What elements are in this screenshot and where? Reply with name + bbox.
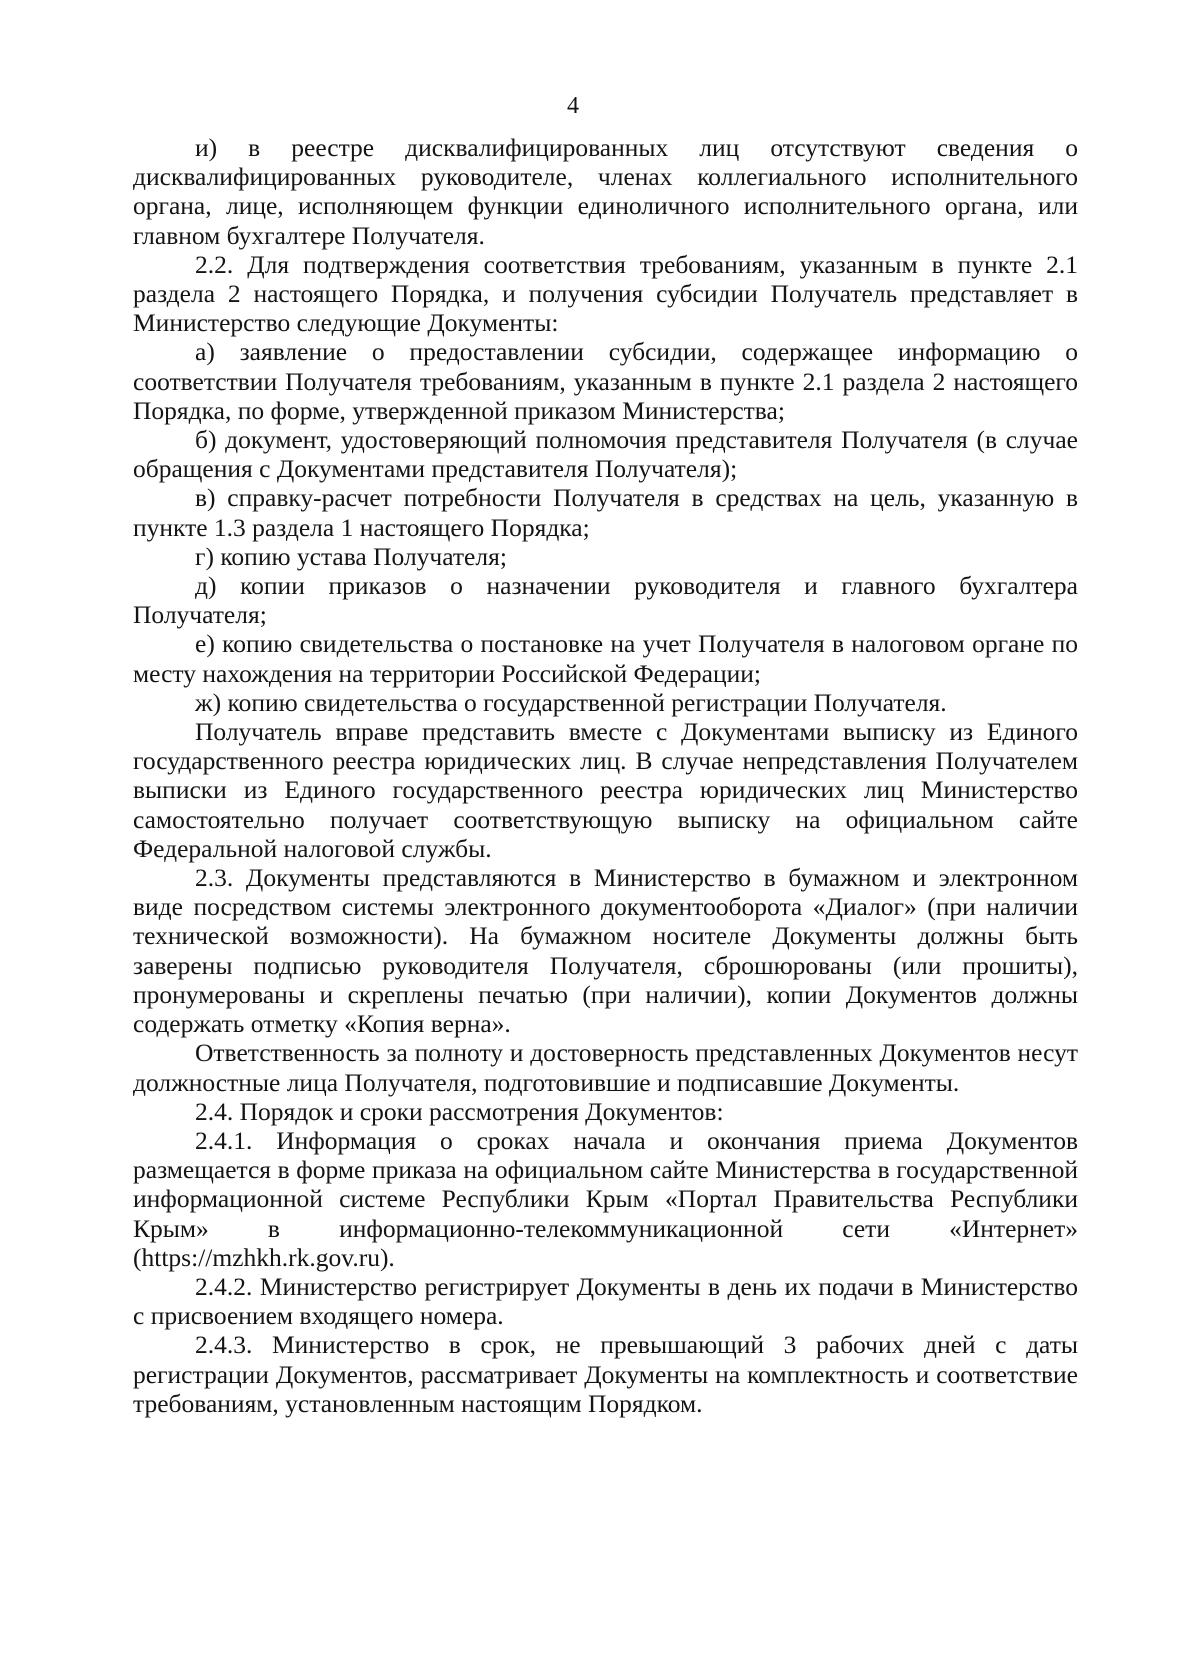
paragraph-2-2: 2.2. Для подтверждения соответствия требованиям, указанным в пункте 2.1 раздела 2 настоящего Порядка, и получения субсидии Получатель представляет в Министерство следующие Документы: <box>133 249 1078 338</box>
list-item-g: г) копию устава Получателя; <box>195 541 507 571</box>
paragraph-2-3: 2.3. Документы представляются в Министерство в бумажном и электронном виде посредством системы электронного документооборота «Диалог» (при наличии технической возможности). На бумажном носителе Документы должны быть заверены подписью руководителя Получателя, сброшюрованы (или прошиты), пронумерованы и скреплены печатью (при наличии), копии Документов должны содержать отметку «Копия верна». <box>133 863 1078 1039</box>
paragraph-2-4-3: 2.4.3. Министерство в срок, не превышающий 3 рабочих дней с даты регистрации Документов, рассматривает Документы на комплектность и соответствие требованиям, установленным настоящим Порядком. <box>133 1330 1078 1418</box>
paragraph-2-4-2: 2.4.2. Министерство регистрирует Документы в день их подачи в Министерство с присвоением входящего номера. <box>133 1271 1078 1331</box>
paragraph-2-4-1: 2.4.1. Информация о сроках начала и окончания приема Документов размещается в форме приказа на официальном сайте Министерства в государственной информационной системе Республики Крым «Портал Правительства Республики Крым» в информационно-телекоммуникационной сети «Интернет» (https://mzhkh.rk.gov.ru). <box>133 1125 1078 1272</box>
list-item-a: а) заявление о предоставлении субсидии, содержащее информацию о соответствии Получателя требованиям, указанным в пункте 2.1 раздела 2 настоящего Порядка, по форме, утвержденной приказом Министерства; <box>133 337 1078 425</box>
paragraph-responsibility: Ответственность за полноту и достоверность представленных Документов несут должностные лица Получателя, подготовившие и подписавшие Документы. <box>133 1038 1078 1097</box>
list-item-zh: ж) копию свидетельства о государственной регистрации Получателя. <box>195 687 947 717</box>
list-item-v: в) справку-расчет потребности Получателя в средствах на цель, указанную в пункте 1.3 раздела 1 настоящего Порядка; <box>133 483 1078 542</box>
list-item-b: б) документ, удостоверяющий полномочия представителя Получателя (в случае обращения с Документами представителя Получателя); <box>133 425 1078 484</box>
list-item-d: д) копии приказов о назначении руководителя и главного бухгалтера Получателя; <box>133 571 1078 630</box>
page-number: 4 <box>567 93 579 119</box>
document-body <box>133 133 1078 1418</box>
paragraph-2-4: 2.4. Порядок и сроки рассмотрения Документов: <box>195 1096 724 1126</box>
list-item-e: е) копию свидетельства о постановке на учет Получателя в налоговом органе по месту нахождения на территории Российской Федерации; <box>133 629 1078 688</box>
paragraph-registry-extract: Получатель вправе представить вместе с Документами выписку из Единого государственного реестра юридических лиц. В случае непредставления Получателем выписки из Единого государственного реестра юридических лиц Министерство самостоятельно получает соответствующую выписку на официальном сайте Федеральной налоговой службы. <box>133 717 1078 863</box>
paragraph-i-disqualified-registry: и) в реестре дисквалифицированных лиц отсутствуют сведения о дисквалифицированных руководителе, членах коллегиального исполнительного органа, лице, исполняющем функции единоличного исполнительного органа, или главном бухгалтере Получателя. <box>133 133 1078 250</box>
